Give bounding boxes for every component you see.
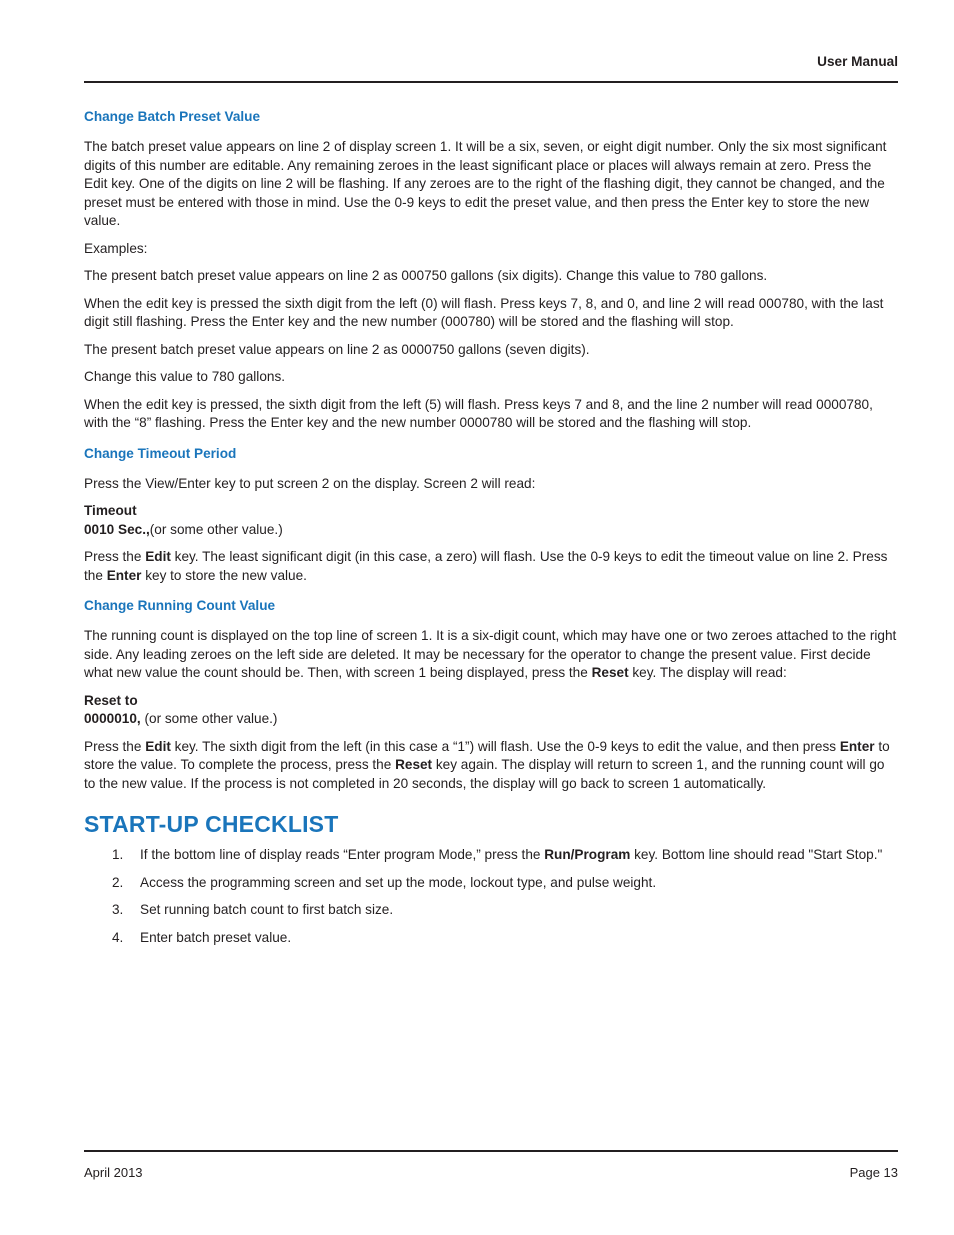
heading-change-timeout: Change Timeout Period [84, 445, 237, 461]
list-item: 1. If the bottom line of display reads “Enter program Mode,” press the Run/Program key. Bottom line should read "Start Stop." [112, 847, 883, 862]
batch-paragraph-3: The present batch preset value appears on line 2 as 000750 gallons (six digits). Change this value to 780 gallons. [84, 268, 768, 283]
batch-paragraph-4: When the edit key is pressed the sixth digit from the left (0) will flash. Press keys 7, 8, and 0, and line 2 will read 000780, with the last digit still flashing. Press the Enter key and the new number (000780) will be stored and the flashing will stop. [84, 295, 884, 329]
heading-change-batch-preset: Change Batch Preset Value [84, 109, 261, 124]
batch-paragraph-5: The present batch preset value appears on line 2 as 0000750 gallons (seven digits). [84, 341, 590, 357]
timeout-line-1: Timeout [84, 503, 137, 518]
batch-paragraph-6: Change this value to 780 gallons. [84, 369, 286, 384]
startup-checklist [84, 846, 898, 947]
page-number: Page 13 [849, 1165, 898, 1180]
header-rule [84, 81, 898, 83]
batch-paragraph-2: Examples: [84, 240, 148, 256]
batch-paragraph-7: When the edit key is pressed, the sixth digit from the left (5) will flash. Press keys 7 and 8, and the line 2 number will read 0000780, with the “8” flashing. Press the Enter key and the new number 0000780 will be stored and the flashing will stop. [84, 396, 873, 430]
running-paragraph-2: Press the Edit key. The sixth digit from the left (in this case a “1”) will flash. Use the 0-9 keys to edit the value, and then press Enter to store the value. To complete the process, press the Reset key again. The display will return to screen 1, and the running count will go to the new value. If the process is not completed in 20 seconds, the display will go back to screen 1 automatically. [84, 738, 890, 791]
reset-line-2-note: (or some other value.) [140, 711, 278, 726]
reset-line-1: Reset to [84, 692, 138, 708]
list-item: 4. Enter batch preset value. [112, 929, 292, 945]
reset-screen-readout [84, 692, 898, 729]
list-item: 2. Access the programming screen and set up the mode, lockout type, and pulse weight. [112, 874, 657, 890]
timeout-line-2-value: 0010 Sec., [84, 521, 150, 537]
reset-line-2-value: 0000010, [84, 711, 141, 726]
heading-startup-checklist: START-UP CHECKLIST [84, 811, 339, 837]
list-item: 3. Set running batch count to first batch size. [112, 902, 394, 917]
timeout-line-2-note: (or some other value.) [149, 521, 283, 537]
page-content [84, 108, 898, 956]
footer-date: April 2013 [84, 1165, 143, 1180]
header-title: User Manual [817, 54, 898, 69]
batch-paragraph-1: The batch preset value appears on line 2 of display screen 1. It will be a six, seven, or eight digit number. Only the six most significant digits of this number are editable. Any remaining zeroes in the least significant place or places will always remain at zero. Press the Edit key. One of the digits on line 2 will be flashing. If any zeroes are to the right of the flashing digit, they cannot be changed, and the preset must be entered with those in mind. Use the 0-9 keys to edit the preset value, and then press the Enter key to store the new value. [84, 139, 887, 228]
footer-rule [84, 1150, 898, 1152]
timeout-paragraph-1: Press the View/Enter key to put screen 2 on the display. Screen 2 will read: [84, 475, 536, 491]
heading-change-running-count: Change Running Count Value [84, 598, 276, 613]
timeout-screen-readout [84, 502, 898, 539]
timeout-paragraph-2: Press the Edit key. The least significant digit (in this case, a zero) will flash. Use the 0-9 keys to edit the timeout value on line 2. Press the Enter key to store the new value. [84, 549, 888, 583]
running-paragraph-1: The running count is displayed on the top line of screen 1. It is a six-digit count, which may have one or two zeroes attached to the right side. Any leading zeroes on the left side are deleted. It may be necessary for the operator to change the present value. First decide what new value the count should be. Then, with screen 1 being displayed, press the Reset key. The display will read: [84, 628, 897, 680]
